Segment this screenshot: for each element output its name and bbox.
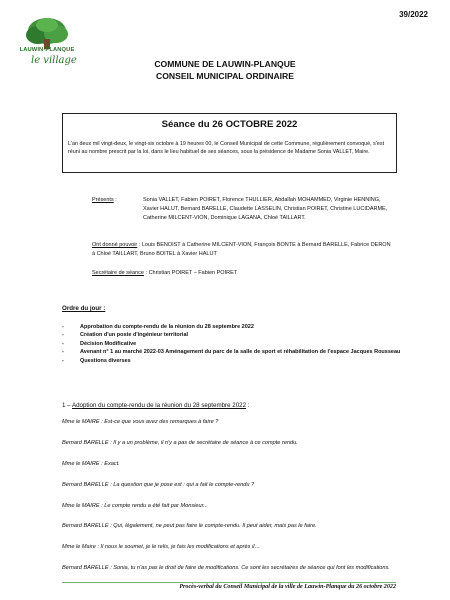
presents-separator: : — [113, 197, 117, 203]
seance-title: Séance du 26 OCTOBRE 2022 — [161, 119, 298, 130]
ordre-du-jour-list — [62, 323, 402, 365]
commune-title: COMMUNE DE LAUWIN-PLANQUE — [154, 59, 296, 69]
secretaire-block — [92, 269, 392, 278]
logo-name: LAUWIN-PLANQUE — [19, 47, 75, 53]
presents-block — [92, 196, 392, 223]
dialogue-line: Bernard BARELLE : Il y a un problème, il n'y a pas de secrétaire de séance à ce compte rendu. — [62, 439, 298, 446]
list-item: - Questions diverses — [62, 357, 131, 364]
dialogue-line: Mme le MAIRE : Le compte rendu a été fait par Monsieur... — [62, 502, 208, 509]
footer: Procès-verbal du Conseil Municipal de la ville de Lauwin-Planque du 26 octobre 2022 — [179, 584, 396, 590]
procurations-text: : Louis BENOIST à Catherine MILCENT-VION, François BONTE à Bernard BARELLE, Fabrice DERON à Chloé TAILLART, Bruno BOITEL à Xavier HALUT — [92, 242, 391, 257]
document-header — [0, 58, 450, 82]
seance-intro: L'an deux mil vingt-deux, le vingt-six octobre à 19 heures 00, le Conseil Municipal de cette Commune, régulièrement convoqué, s'est réuni au nombre prescrit par la loi, dans le lieu habituel de ses séances, sous la présidence de Madame Sonia VALLET, Maire. — [68, 141, 385, 155]
secretaire-text: : Christian POIRET – Fabien POIRET — [143, 270, 238, 276]
dialogue-line: Bernard BARELLE : La question que je pose est : qui a fait le compte-rendu ? — [62, 481, 255, 488]
page-number: 39/2022 — [399, 10, 428, 19]
conseil-title: CONSEIL MUNICIPAL ORDINAIRE — [156, 71, 294, 81]
secretaire-label: Secrétaire de séance — [92, 270, 144, 276]
dialogue-line: Mme le MAIRE : Est-ce que vous avez des remarques à faire ? — [62, 419, 219, 425]
list-item: - Création d'un poste d'ingénieur territorial — [62, 332, 189, 339]
ordre-du-jour-title: Ordre du jour : — [62, 305, 106, 312]
dialogue-line: Mme le Maire : Il nous le soumet, je le relis, je fais les modifications et après il… — [62, 544, 261, 551]
dialogue-line: Bernard BARELLE : Qui, légalement, ne peut pas faire le compte-rendu. Il peut aider, mais pas le faire. — [62, 523, 317, 530]
list-item: - Avenant n° 1 au marché 2022-03 Aménagement du parc de la salle de sport et réhabilitation de l'espace Jacques Rousseau — [62, 349, 401, 356]
list-item: - Décision Modificative — [62, 340, 137, 347]
seance-box — [62, 113, 397, 173]
dialogue-line: Bernard BARELLE : Sonia, tu n'as pas le droit de faire de modifications. Ce sont les secrétaires de séance qui font les modifications. — [62, 565, 390, 572]
presents-names: Sonia VALLET, Fabien POIRET, Florence THULLIER, Abdallah MOHAMMED, Virginie HENNING, Xavier HALUT, Bernard BARELLE, Claudette LASSELIN, Christian POIRET, Christine LUCIDARME, Catherine MILCENT-VION, Dominique LAGANA, Chloé TAILLART. — [143, 197, 388, 221]
section-1-title: 1 – Adoption du compte-rendu de la réunion du 28 septembre 2022 : — [62, 402, 250, 409]
footer-divider — [62, 582, 396, 583]
procurations-block — [92, 241, 392, 259]
dialogue-line: Mme le MAIRE : Exact. — [62, 460, 120, 467]
logo-tagline: le village — [31, 55, 77, 66]
list-item: - Approbation du compte-rendu de la réunion du 28 septembre 2022 — [62, 324, 254, 330]
procurations-label: Ont donné pouvoir — [92, 242, 138, 248]
presents-label: Présents — [92, 197, 114, 203]
dialogue — [62, 418, 402, 585]
